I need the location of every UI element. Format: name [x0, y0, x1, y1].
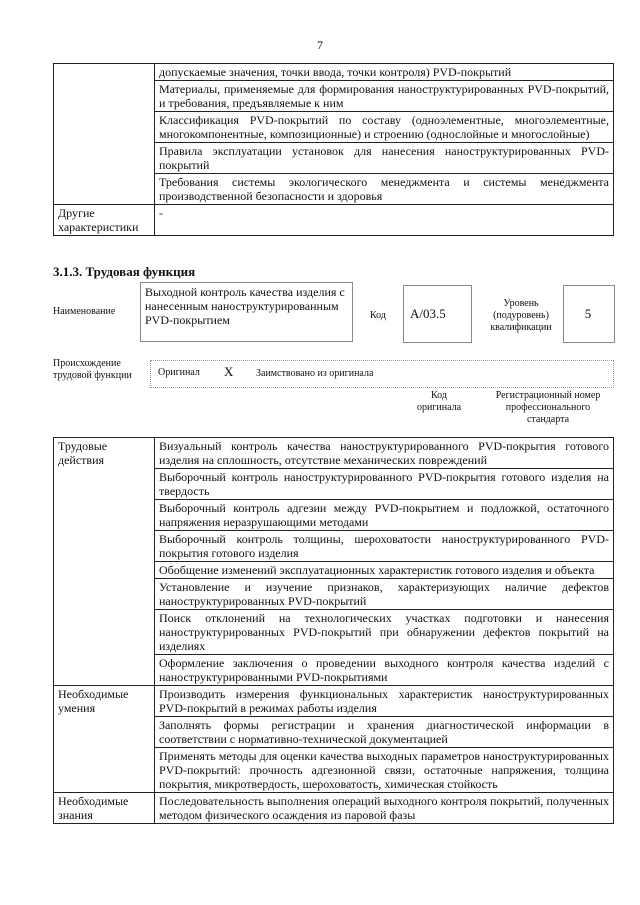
- actions-item: Выборочный контроль адгезии между PVD-покрытием и подложкой, остаточного напряжения неразрушающими методами: [155, 500, 614, 531]
- code-value: A/03.5: [410, 306, 446, 321]
- row-text: Материалы, применяемые для формирования наноструктурированных PVD-покрытий, и требования, предъявляемые к ним: [155, 81, 614, 112]
- actions-item: Оформление заключения о проведении выходного контроля качества изделий с наноструктурированными PVD-покрытиями: [155, 655, 614, 686]
- name-value: Выходной контроль качества изделия с нанесенным наноструктурированным PVD-покрытием: [145, 285, 345, 327]
- row-text: Правила эксплуатации установок для нанесения наноструктурированных PVD-покрытий: [155, 143, 614, 174]
- reg-number-label: Регистрационный номер профессионального стандарта: [495, 390, 601, 425]
- level-value: 5: [584, 306, 592, 321]
- top-table: [53, 63, 614, 236]
- actions-item: Поиск отклонений на технологических участках подготовки и нанесения наноструктурированных PVD-покрытий при обнаружении дефектов покрытий на изделиях: [155, 610, 614, 655]
- code-label: Код: [370, 310, 386, 321]
- original-label: Оригинал: [158, 367, 200, 378]
- knowledge-label: Необходимые знания: [54, 793, 155, 824]
- table-row: [54, 793, 614, 824]
- skills-item: Производить измерения функциональных характеристик наноструктурированных PVD-покрытий в режимах работы изделия: [155, 686, 614, 717]
- row-label: [54, 64, 155, 205]
- actions-item: Обобщение изменений эксплуатационных характеристик готового изделия и объекта: [155, 562, 614, 579]
- actions-item: Визуальный контроль качества наноструктурированного PVD-покрытия готового изделия на сплошность, отсутствие механических повреждений: [155, 438, 614, 469]
- skills-item: Заполнять формы регистрации и хранения диагностической информации в соответствии с нормативно-технической документацией: [155, 717, 614, 748]
- knowledge-item: Последовательность выполнения операций выходного контроля покрытий, полученных методом физического осаждения из паровой фазы: [155, 793, 614, 824]
- borrowed-label: Заимствовано из оригинала: [256, 368, 374, 379]
- row-text: Требования системы экологического менеджмента и системы менеджмента производственной безопасности и здоровья: [155, 174, 614, 205]
- row-text: Классификация PVD-покрытий по составу (одноэлементные, многоэлементные, многокомпонентные, композиционные) и строению (однослойные и многослойные): [155, 112, 614, 143]
- level-label: Уровень (подуровень) квалификации: [490, 298, 552, 333]
- origin-box: [150, 360, 614, 388]
- row-text: допускаемые значения, точки ввода, точки контроля) PVD-покрытий: [155, 64, 614, 81]
- row-text: -: [155, 205, 614, 236]
- origin-label: Происхождение трудовой функции: [53, 358, 132, 381]
- actions-label: Трудовые действия: [54, 438, 155, 686]
- table-row: [54, 64, 614, 81]
- actions-item: Выборочный контроль толщины, шероховатости наноструктурированного PVD-покрытия готового изделия: [155, 531, 614, 562]
- actions-item: Выборочный контроль наноструктурированного PVD-покрытия готового изделия на твердость: [155, 469, 614, 500]
- table-row: [54, 438, 614, 469]
- section-title: 3.1.3. Трудовая функция: [53, 264, 196, 279]
- orig-code-label: Код оригинала: [416, 390, 462, 413]
- skills-label: Необходимые умения: [54, 686, 155, 793]
- bottom-table: [53, 437, 614, 824]
- page-number: 7: [317, 38, 323, 52]
- row-label: Другие характеристики: [54, 205, 155, 236]
- original-mark: X: [224, 364, 234, 379]
- skills-item: Применять методы для оценки качества выходных параметров наноструктурированных PVD-покрытий: прочность адгезионной связи, остаточные напряжения, толщина покрытия, микротвердость, шероховатость, химическая стойкость: [155, 748, 614, 793]
- table-row: [54, 205, 614, 236]
- table-row: [54, 686, 614, 717]
- actions-item: Установление и изучение признаков, характеризующих наличие дефектов наноструктурированных PVD-покрытий: [155, 579, 614, 610]
- name-label: Наименование: [53, 306, 116, 317]
